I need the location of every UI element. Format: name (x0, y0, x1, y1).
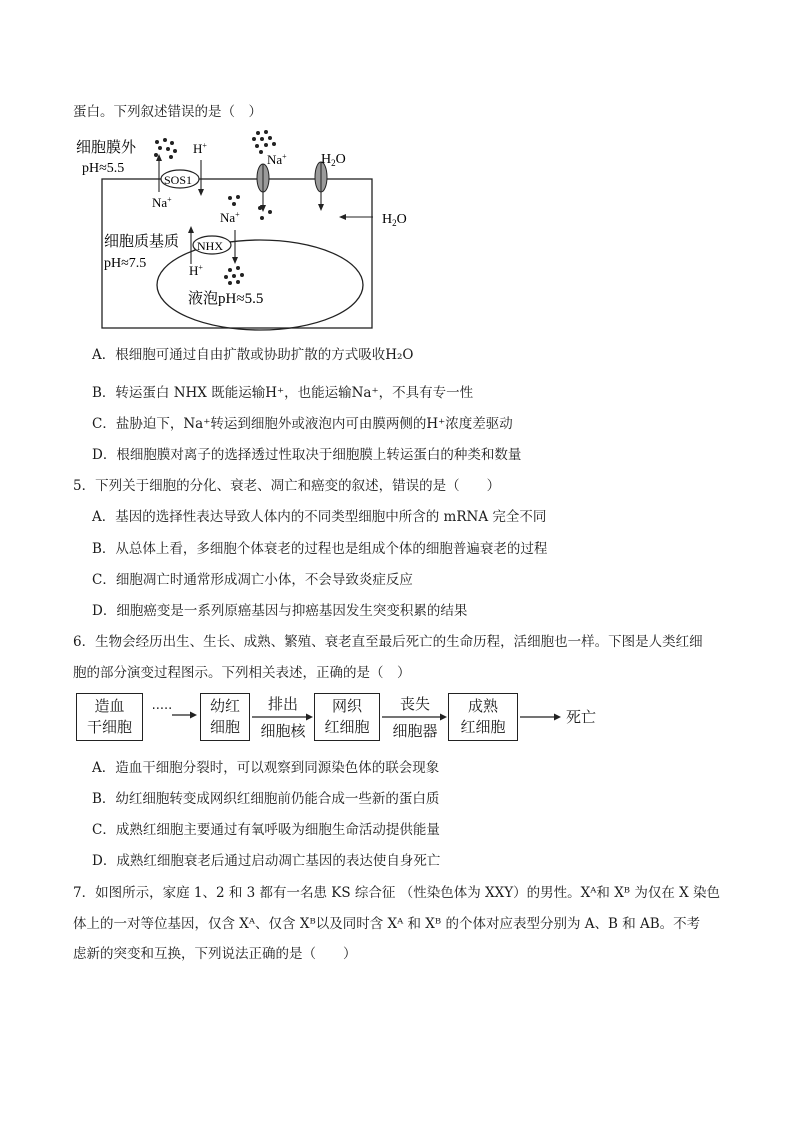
flow-box-proerythroblast: 幼红 细胞 (200, 693, 250, 741)
sos1-label: SOS1 (164, 173, 193, 187)
nhx-label: NHX (197, 239, 223, 253)
cytoplasm-label: 细胞质基质 (104, 234, 180, 250)
q6-option-b[interactable]: B．幼红细胞转变成网织红细胞前仍能合成一些新的蛋白质 (92, 791, 440, 807)
q5-option-d[interactable]: D．细胞癌变是一系列原癌基因与抑癌基因发生突变积累的结果 (92, 603, 468, 619)
h2o-side: $H_2O$ (382, 212, 407, 228)
cell-transport-diagram (70, 130, 430, 335)
h-ion-vacuole: H+ (189, 263, 203, 278)
na-dots-outside-left (154, 138, 177, 159)
na-ion-vacuole: Na+ (220, 210, 240, 225)
q5-option-c[interactable]: C．细胞凋亡时通常形成凋亡小体，不会导致炎症反应 (92, 572, 413, 588)
q4-stem-tail: 蛋白。下列叙述错误的是（ ） (73, 104, 262, 120)
vacuole (157, 240, 363, 330)
q4-option-a[interactable]: A．根细胞可通过自由扩散或协助扩散的方式吸收H₂O (92, 347, 414, 363)
q7-line1: 7．如图所示，家庭 1、2 和 3 都有一名患 KS 综合征 （性染色体为 XXY）的男性。Xᴬ和 Xᴮ 为仅在 X 染色 (73, 885, 721, 901)
flow-step-2: 丧失 细胞器 (392, 695, 438, 740)
q4-option-d[interactable]: D．根细胞膜对离子的选择透过性取决于细胞膜上转运蛋白的种类和数量 (92, 447, 522, 463)
rbc-flow-diagram (70, 690, 630, 746)
q6-stem-line2: 胞的部分演变过程图示。下列相关表述，正确的是（ ） (73, 665, 411, 681)
q6-option-d[interactable]: D．成熟红细胞衰老后通过启动凋亡基因的表达使自身死亡 (92, 853, 441, 869)
flow-arrow-4 (520, 712, 562, 722)
q5-option-b[interactable]: B．从总体上看，多细胞个体衰老的过程也是组成个体的细胞普遍衰老的过程 (92, 541, 548, 557)
na-dots-top (252, 130, 276, 154)
q6-option-a[interactable]: A．造血干细胞分裂时，可以观察到同源染色体的联会现象 (92, 760, 440, 776)
flow-arrow-2 (252, 712, 314, 722)
q5-option-a[interactable]: A．基因的选择性表达导致人体内的不同类型细胞中所含的 mRNA 完全不同 (92, 509, 547, 525)
q4-option-c[interactable]: C．盐胁迫下，Na⁺转运到细胞外或液泡内可由膜两侧的H⁺浓度差驱动 (92, 416, 513, 432)
flow-box-mature-rbc: 成熟 红细胞 (448, 693, 518, 741)
flow-box-hsc: 造血 干细胞 (76, 693, 143, 741)
h-ion-out: H+ (193, 141, 207, 156)
outside-ph: pH≈5.5 (82, 161, 125, 176)
q4-option-b[interactable]: B．转运蛋白 NHX 既能运输H⁺，也能运输Na⁺，不具有专一性 (92, 385, 474, 401)
na-dots-cyto-right (258, 206, 272, 220)
vacuole-label: 液泡pH≈5.5 (188, 291, 264, 307)
na-dots-cyto-left (228, 195, 240, 206)
flow-step-1: 排出 细胞核 (260, 695, 306, 740)
flow-arrow-3 (382, 712, 448, 722)
q7-line3: 虑新的突变和互换，下列说法正确的是（ ） (73, 946, 357, 962)
na-ion-channel: Na+ (267, 152, 287, 167)
outside-label: 细胞膜外 (76, 140, 137, 156)
q6-stem-line1: 6．生物会经历出生、生长、成熟、繁殖、衰老直至最后死亡的生命历程，活细胞也一样。下图是人类红细 (73, 634, 703, 650)
cytoplasm-ph: pH≈7.5 (104, 256, 147, 271)
flow-dots: ····· (151, 702, 173, 717)
na-ion-cyto: Na+ (152, 195, 172, 210)
na-dots-vacuole (224, 266, 244, 285)
q7-line2: 体上的一对等位基因，仅含 Xᴬ、仅含 Xᴮ以及同时含 Xᴬ 和 Xᴮ 的个体对应表型分别为 A、B 和 AB。不考 (73, 916, 701, 932)
h2o-top: $H_2O$ (321, 152, 346, 168)
flow-end-death: 死亡 (565, 708, 596, 726)
flow-box-reticulocyte: 网织 红细胞 (314, 693, 380, 741)
flow-arrow-1 (172, 710, 198, 720)
q6-option-c[interactable]: C．成熟红细胞主要通过有氧呼吸为细胞生命活动提供能量 (92, 822, 440, 838)
q5-stem: 5．下列关于细胞的分化、衰老、凋亡和癌变的叙述，错误的是（ ） (73, 478, 501, 494)
